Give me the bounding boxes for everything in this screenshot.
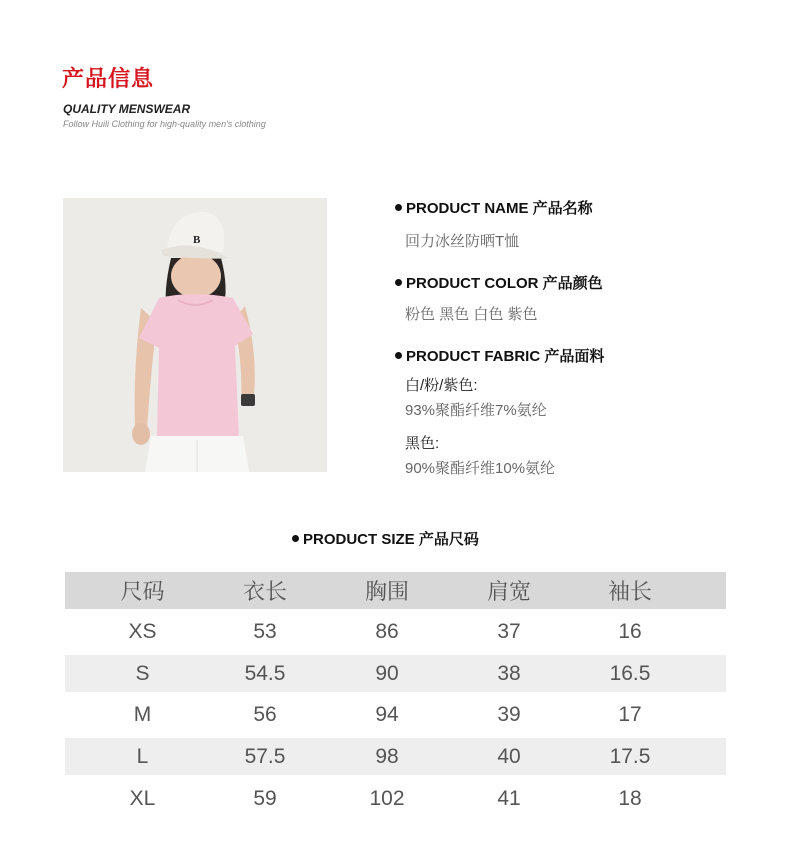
page-title: 产品信息 [62, 66, 155, 91]
table-cell: 102 [369, 787, 405, 810]
bullet-icon [395, 279, 402, 286]
table-cell: 57.5 [244, 744, 286, 768]
product-size-heading [292, 527, 479, 549]
table-cell: 41 [497, 787, 521, 810]
column-header: 肩宽 [486, 579, 531, 604]
fabric-value: 93%聚酯纤维7%氨纶 [405, 402, 547, 419]
product-name-heading-text: PRODUCT NAME 产品名称 [406, 199, 593, 217]
table-cell: 16.5 [609, 661, 651, 685]
product-name-value: 回力冰丝防晒T恤 [405, 233, 520, 250]
table-cell: 90 [375, 661, 399, 685]
table-row [65, 609, 726, 655]
table-cell: 94 [375, 703, 399, 726]
product-color-heading [395, 271, 755, 293]
table-cell: 16 [618, 620, 642, 643]
product-info [395, 196, 755, 478]
table-cell: 56 [253, 703, 277, 726]
table-cell: 39 [497, 703, 521, 726]
size-table [65, 572, 726, 823]
product-name-heading [395, 196, 755, 218]
table-cell: 54.5 [244, 661, 286, 685]
product-color-heading-text: PRODUCT COLOR 产品颜色 [406, 274, 603, 292]
table-row [65, 738, 726, 775]
fabric-label: 白/粉/紫色: [405, 377, 478, 394]
table-cell: 37 [497, 620, 521, 643]
bullet-icon [395, 352, 402, 359]
size-table-header [65, 572, 726, 609]
table-cell: 17 [618, 703, 642, 726]
column-header: 衣长 [242, 579, 287, 604]
page-tagline: Follow Huili Clothing for high-quality men's clothing [63, 119, 266, 129]
bullet-icon [395, 204, 402, 211]
product-photo [63, 198, 327, 472]
table-cell: S [135, 661, 150, 685]
column-header: 袖长 [607, 579, 652, 604]
table-cell: 17.5 [609, 744, 651, 768]
table-cell: M [133, 703, 152, 726]
table-cell: 98 [375, 744, 399, 768]
product-fabric-heading [395, 344, 755, 366]
model-illustration [63, 198, 327, 472]
product-size-heading-text: PRODUCT SIZE 产品尺码 [303, 530, 479, 548]
cap-letter: B [193, 234, 201, 246]
table-row [65, 775, 726, 823]
bullet-icon [292, 535, 299, 542]
fabric-value: 90%聚酯纤维10%氨纶 [405, 460, 556, 477]
table-row [65, 655, 726, 692]
fabric-label: 黑色: [405, 435, 440, 452]
table-cell: 53 [253, 620, 277, 643]
table-cell: 18 [618, 787, 642, 810]
product-fabric-heading-text: PRODUCT FABRIC 产品面料 [406, 347, 605, 365]
table-row [65, 692, 726, 738]
table-cell: XL [129, 787, 156, 810]
table-cell: L [136, 744, 149, 768]
table-cell: 38 [497, 661, 521, 685]
table-cell: XS [128, 620, 157, 643]
table-cell: 86 [375, 620, 399, 643]
table-cell: 40 [497, 744, 521, 768]
page-subtitle: QUALITY MENSWEAR [63, 102, 191, 116]
column-header: 胸围 [364, 579, 409, 604]
column-header: 尺码 [120, 579, 165, 604]
product-color-value: 粉色 黑色 白色 紫色 [405, 306, 538, 323]
table-cell: 59 [253, 787, 277, 810]
